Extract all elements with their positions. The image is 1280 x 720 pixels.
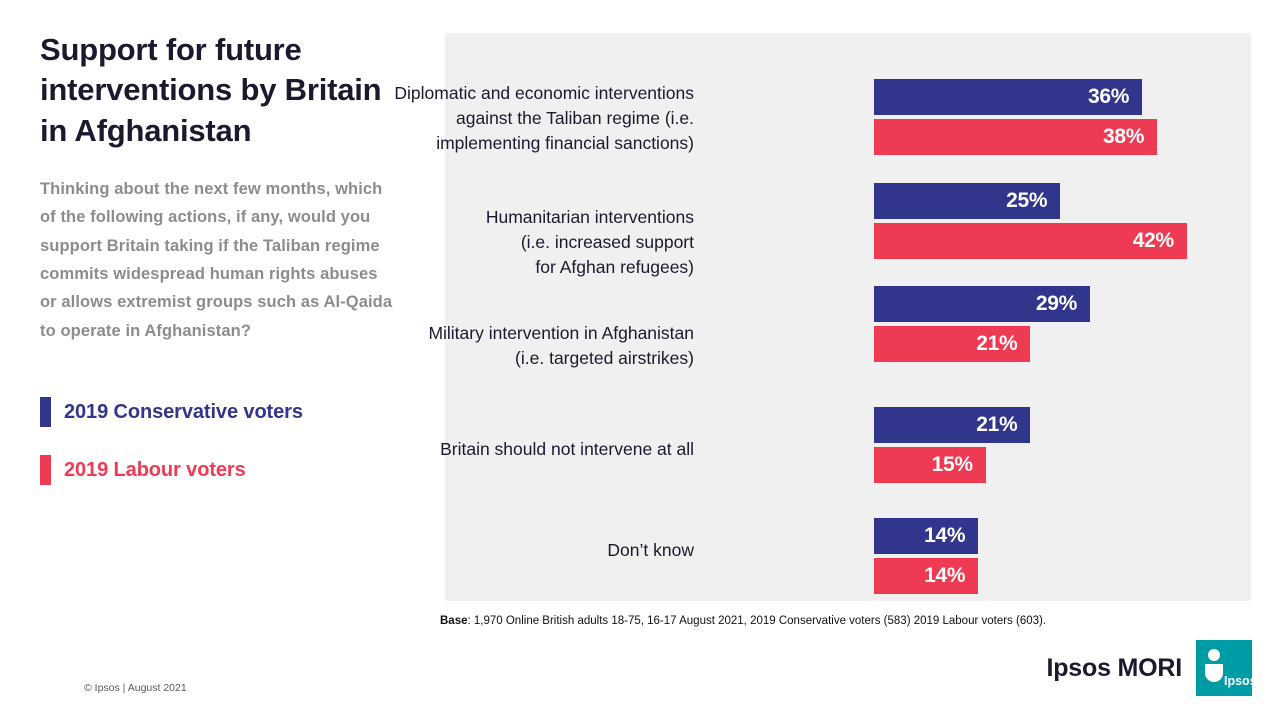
category-label: Humanitarian interventions (i.e. increased support for Afghan refugees) [485, 207, 694, 277]
bar [874, 407, 1030, 443]
bar [874, 286, 1090, 322]
ipsos-logo-icon [1196, 640, 1257, 696]
bar-value-label: 29% [1035, 292, 1078, 315]
bar [874, 183, 1060, 219]
brand-logo [1046, 640, 1257, 696]
bar-chart [394, 33, 1251, 601]
bar-value-label: 14% [924, 564, 966, 587]
legend-label-conservative: 2019 Conservative voters [64, 400, 303, 423]
bar [874, 79, 1142, 115]
legend-item-conservative [40, 397, 410, 427]
bar-group [874, 407, 1030, 487]
logo-text: Ipsos [1224, 674, 1257, 688]
legend-swatch-conservative [40, 397, 51, 427]
copyright-text: © Ipsos | August 2021 [84, 682, 187, 694]
bar-value-label: 25% [1006, 189, 1048, 212]
bar [874, 558, 978, 594]
bar [874, 326, 1030, 362]
bar-value-label: 38% [1102, 125, 1145, 148]
brand-name: Ipsos MORI [1046, 653, 1182, 682]
bar-value-label: 36% [1088, 85, 1130, 108]
bar [874, 119, 1157, 155]
chart-panel [394, 33, 1251, 601]
legend-label-labour: 2019 Labour voters [64, 458, 246, 481]
bar-group [874, 183, 1187, 263]
bar-group [874, 79, 1157, 159]
base-note-label: Base [440, 615, 468, 627]
bar-group [874, 286, 1090, 366]
bar-value-label: 42% [1132, 229, 1174, 252]
base-note [440, 615, 1046, 627]
legend-swatch-labour [40, 455, 51, 485]
question-text: Thinking about the next few months, which of the following actions, if any, would you support Britain taking if the Taliban regime commits widespread human rights abuses or allows extremist groups such as Al-Qaida to operate in Afghanistan? [40, 179, 393, 340]
logo-dot [1208, 649, 1220, 661]
bar-group [874, 518, 978, 598]
category-label: Don’t know [607, 540, 694, 560]
bar [874, 518, 978, 554]
bar-value-label: 21% [976, 332, 1018, 355]
bar [874, 223, 1187, 259]
category-label: Military intervention in Afghanistan (i.e. targeted airstrikes) [428, 323, 694, 368]
bar-value-label: 15% [931, 453, 973, 476]
category-label: Britain should not intervene at all [440, 439, 694, 459]
page-title: Support for future interventions by Britain in Afghanistan [40, 32, 382, 148]
bar [874, 447, 986, 483]
base-note-text: : 1,970 Online British adults 18-75, 16-17 August 2021, 2019 Conservative voters (583) 2019 Labour voters (603). [467, 615, 1047, 627]
category-label: Diplomatic and economic interventions against the Taliban regime (i.e. implementing financial sanctions) [394, 83, 694, 153]
logo-arc [1205, 664, 1223, 682]
bar-value-label: 21% [976, 413, 1018, 436]
bar-value-label: 14% [924, 524, 966, 547]
